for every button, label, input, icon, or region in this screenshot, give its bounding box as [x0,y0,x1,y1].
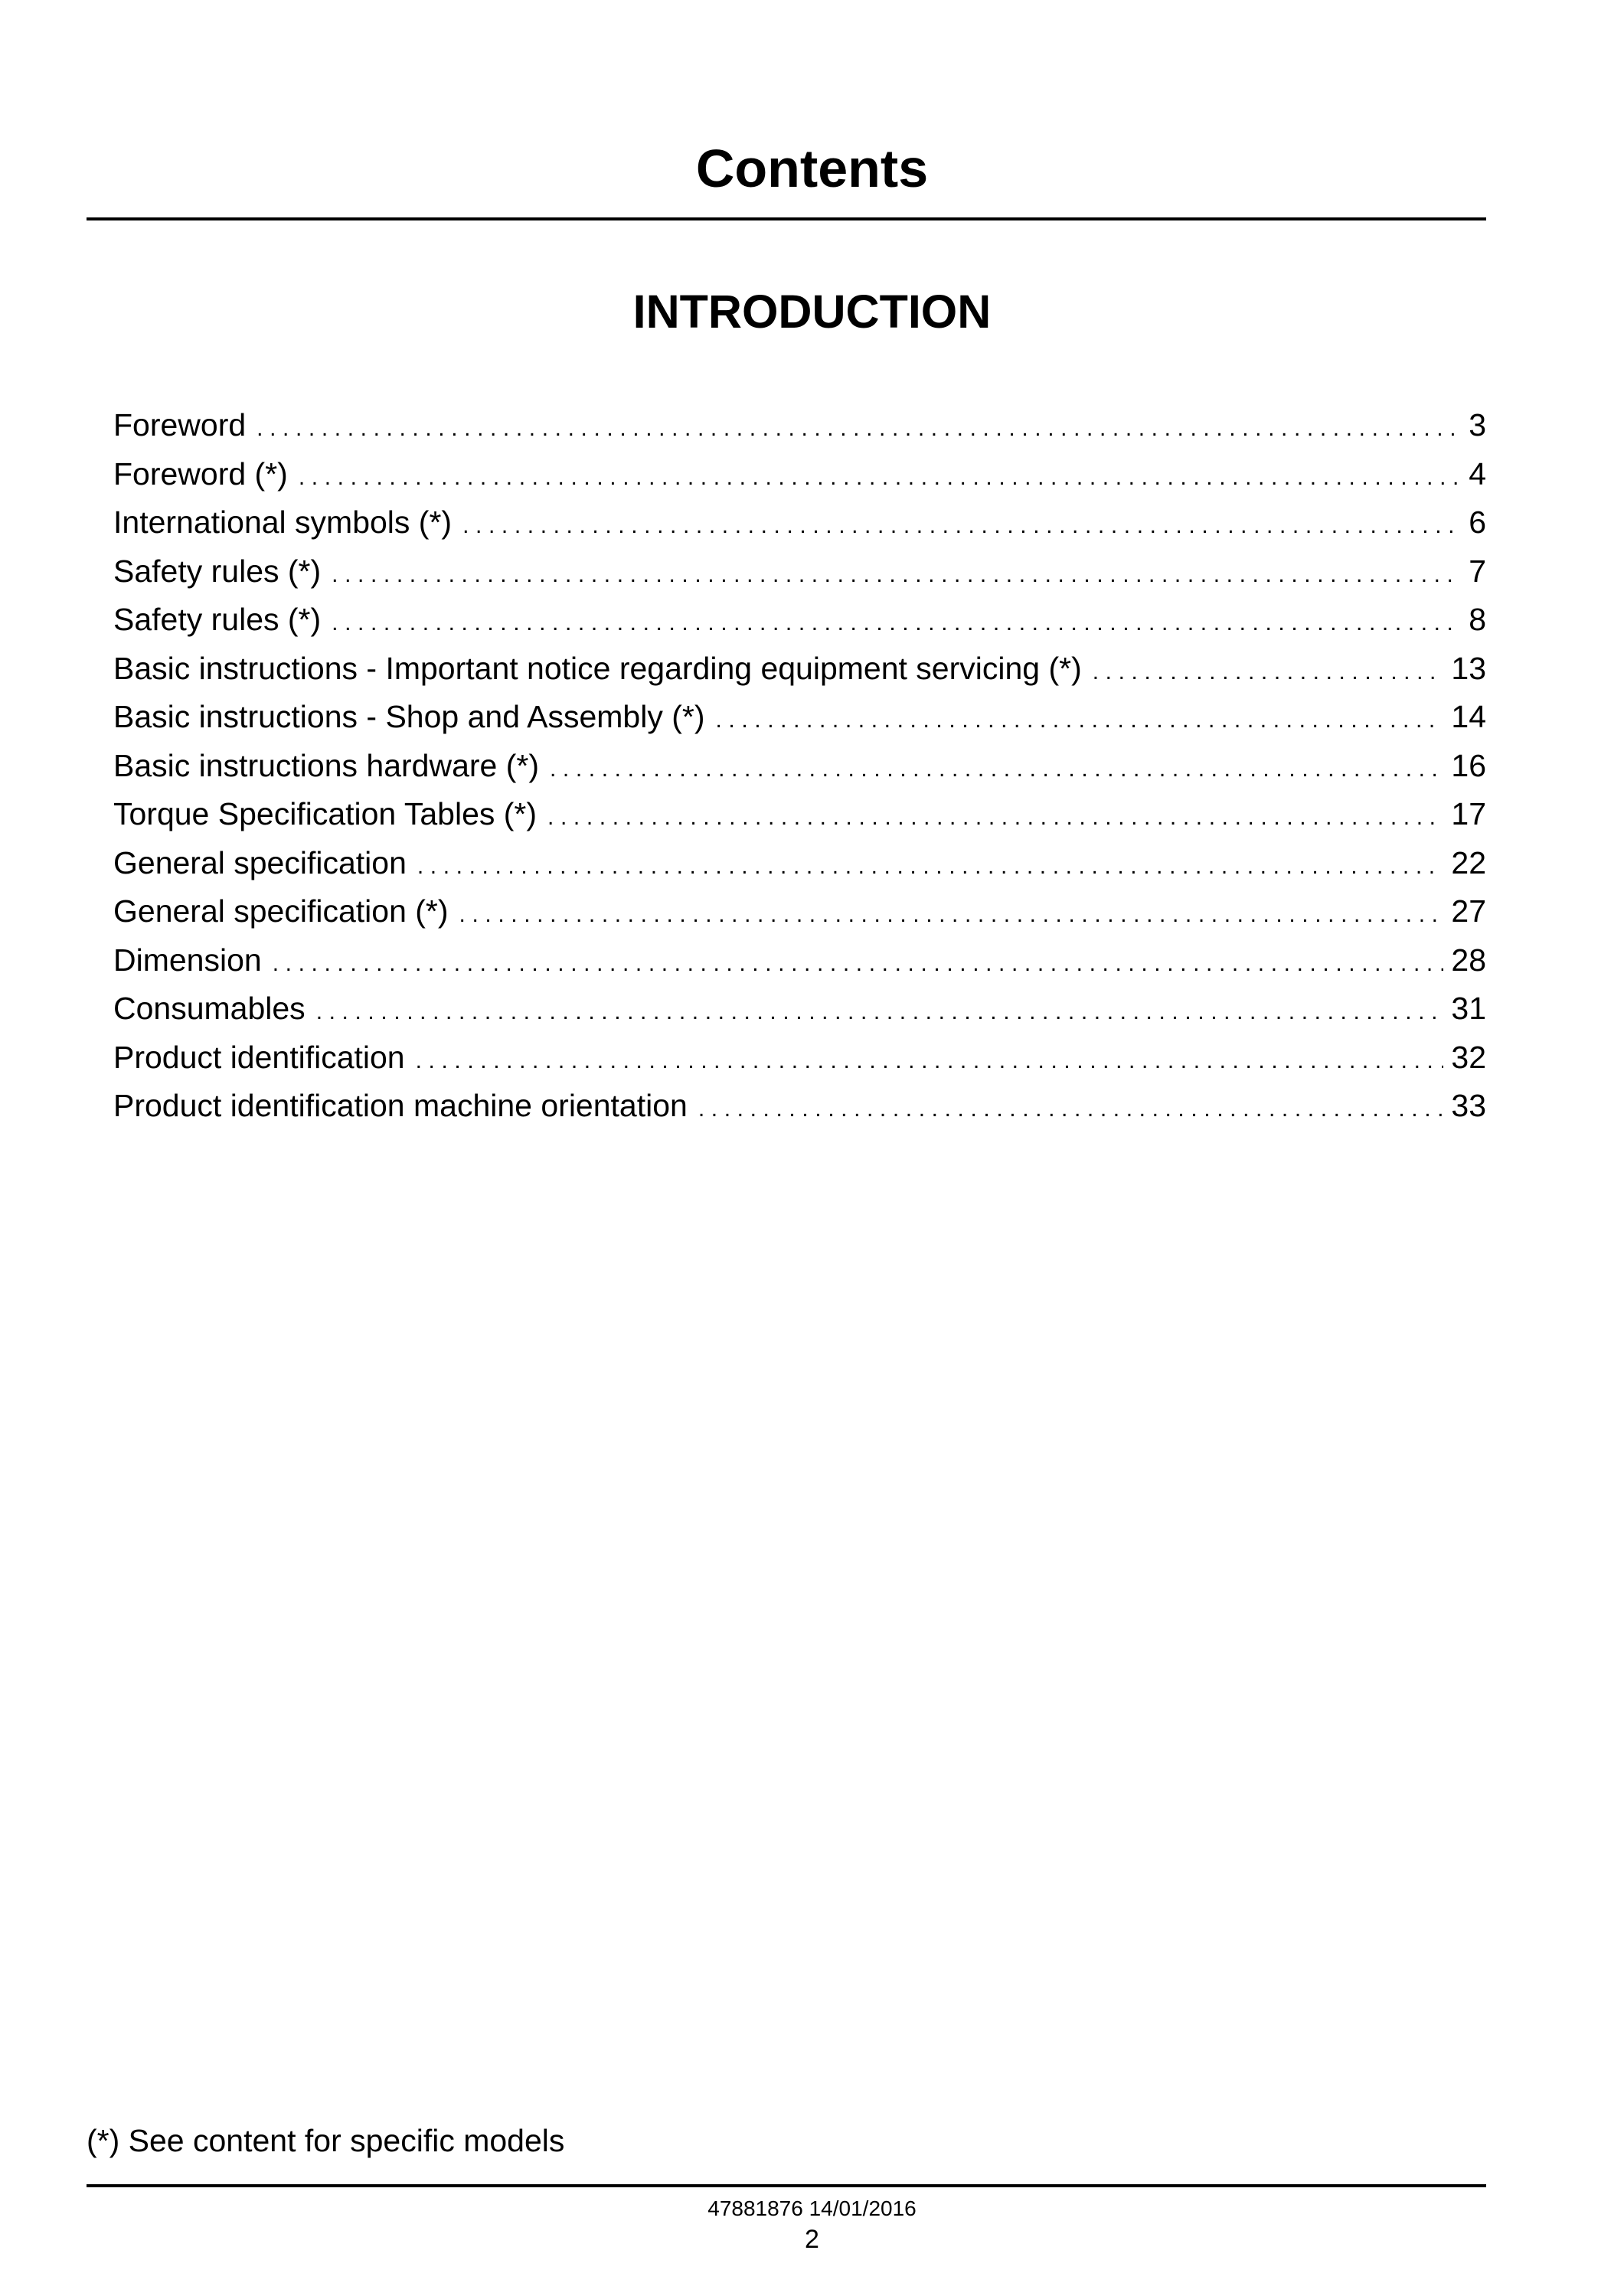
toc-entry[interactable] [113,596,1486,645]
toc-entry[interactable] [113,742,1486,791]
toc-entry-label: Basic instructions - Important notice regarding equipment servicing (*) [113,650,1082,686]
toc-entry[interactable] [113,790,1486,839]
page-number: 2 [805,2225,819,2254]
toc-dot-leader [1093,648,1444,694]
toc-entry-page: 28 [1451,942,1486,978]
toc-entry-label: Consumables [113,991,306,1026]
toc-dot-leader [462,501,1459,547]
toc-entry[interactable] [113,401,1486,450]
toc-entry-label: Basic instructions - Shop and Assembly (*) [113,699,705,734]
toc-entry-label: Product identification [113,1039,405,1075]
toc-entry-label: International symbols (*) [113,505,453,540]
toc-entry-page: 6 [1469,505,1486,540]
toc-entry[interactable] [113,1082,1486,1131]
toc-entry[interactable] [113,693,1486,742]
toc-dot-leader [273,939,1444,985]
toc-dot-leader [316,988,1444,1034]
toc-entry-page: 33 [1451,1088,1486,1123]
toc-entry[interactable] [113,498,1486,547]
table-of-contents [113,401,1486,1131]
toc-dot-leader [698,1085,1444,1131]
toc-entry-page: 8 [1469,602,1486,637]
toc-dot-leader [332,599,1459,645]
toc-entry[interactable] [113,985,1486,1034]
toc-dot-leader [716,696,1444,742]
toc-entry-label: General specification [113,844,407,880]
toc-entry-page: 32 [1451,1039,1486,1075]
toc-entry-page: 7 [1469,553,1486,589]
toc-entry[interactable] [113,645,1486,694]
section-title: INTRODUCTION [632,286,992,338]
document-id: 47881876 14/01/2016 [707,2196,917,2220]
toc-dot-leader [257,404,1459,450]
toc-entry-page: 16 [1451,747,1486,783]
toc-entry-label: Foreword [113,407,247,443]
footnote: (*) See content for specific models [87,2123,565,2158]
toc-entry-label: Safety rules (*) [113,553,322,589]
toc-entry[interactable] [113,1034,1486,1083]
toc-dot-leader [547,793,1443,839]
toc-entry-page: 13 [1451,650,1486,686]
toc-entry[interactable] [113,450,1486,499]
toc-entry-label: General specification (*) [113,893,449,929]
toc-entry-page: 27 [1451,893,1486,929]
toc-entry-page: 22 [1451,844,1486,880]
toc-dot-leader [416,1037,1444,1083]
toc-entry[interactable] [113,936,1486,985]
toc-dot-leader [459,890,1444,936]
title-divider [87,217,1486,220]
toc-dot-leader [332,550,1459,596]
page-title: Contents [695,139,929,198]
toc-dot-leader [299,453,1459,499]
toc-entry[interactable] [113,839,1486,888]
toc-entry[interactable] [113,547,1486,596]
toc-entry-label: Dimension [113,942,262,978]
toc-entry-label: Basic instructions hardware (*) [113,747,539,783]
toc-entry-page: 14 [1451,699,1486,734]
toc-entry-label: Product identification machine orientation [113,1088,688,1123]
toc-entry-page: 31 [1451,991,1486,1026]
toc-entry-page: 4 [1469,456,1486,492]
toc-dot-leader [417,842,1444,888]
toc-entry-page: 3 [1469,407,1486,443]
toc-entry-label: Foreword (*) [113,456,288,492]
toc-entry-page: 17 [1451,796,1486,831]
toc-dot-leader [550,745,1443,791]
footer-divider [87,2184,1486,2187]
toc-entry-label: Torque Specification Tables (*) [113,796,538,831]
toc-entry[interactable] [113,887,1486,936]
toc-entry-label: Safety rules (*) [113,602,322,637]
